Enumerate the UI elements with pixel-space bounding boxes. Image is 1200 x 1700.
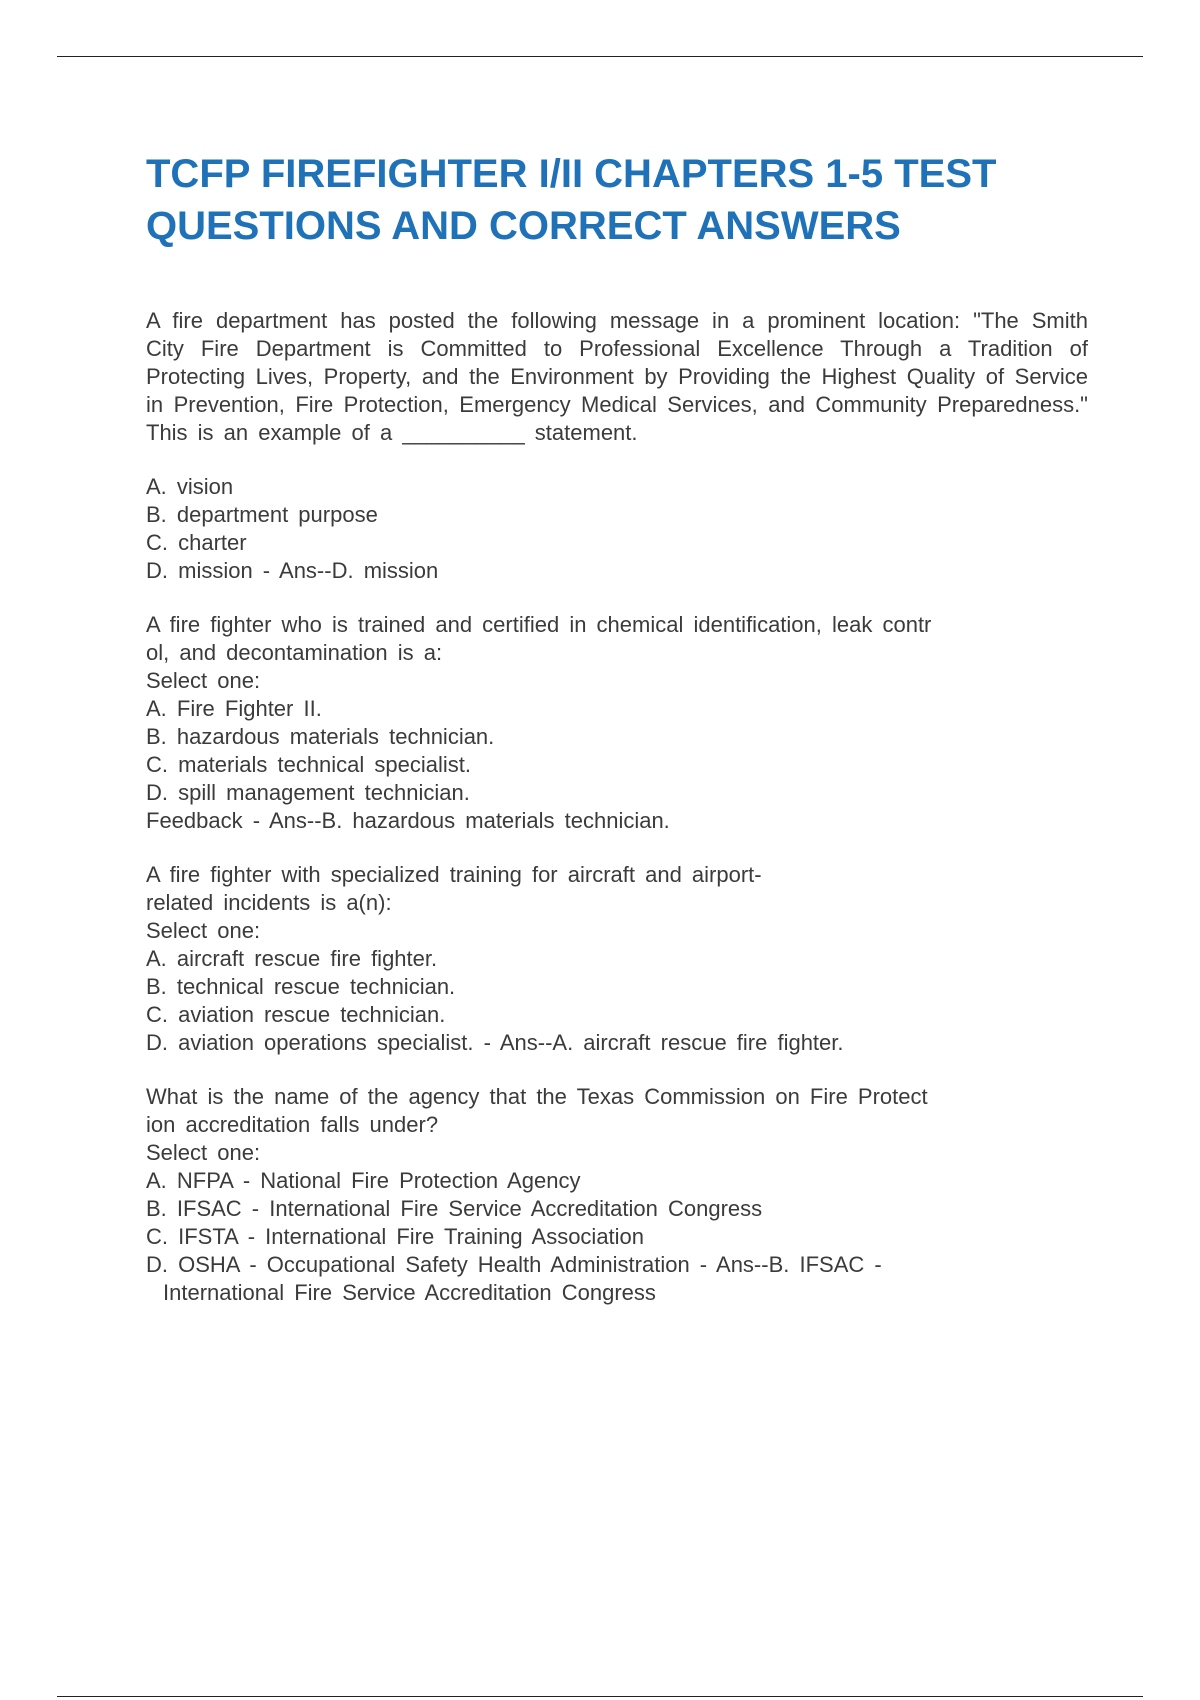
question-2-feedback: Feedback - Ans--B. hazardous materials technician.: [146, 808, 670, 833]
question-2-option-c: C. materials technical specialist.: [146, 752, 472, 777]
document-title: TCFP FIREFIGHTER I/II CHAPTERS 1-5 TEST QUESTIONS AND CORRECT ANSWERS: [146, 152, 997, 248]
question-2-option-d: D. spill management technician.: [146, 780, 470, 805]
question-1-option-a: A. vision: [146, 474, 234, 499]
question-4-select-label: Select one:: [146, 1140, 261, 1165]
question-2-prompt-line-2: ol, and decontamination is a:: [146, 640, 443, 665]
question-4-option-b: B. IFSAC - International Fire Service Accreditation Congress: [146, 1196, 763, 1221]
question-4-option-c: C. IFSTA - International Fire Training Association: [146, 1224, 645, 1249]
question-3-select-label: Select one:: [146, 918, 261, 943]
question-4-prompt-line-2: ion accreditation falls under?: [146, 1112, 439, 1137]
top-divider: [57, 56, 1143, 57]
question-3-prompt-line-1: A fire fighter with specialized training for aircraft and airport-: [146, 862, 762, 887]
question-4-prompt-line-1: What is the name of the agency that the Texas Commission on Fire Protect: [146, 1084, 928, 1109]
question-1-option-b: B. department purpose: [146, 502, 378, 527]
document-body: [146, 148, 1088, 1307]
question-3-option-c: C. aviation rescue technician.: [146, 1002, 446, 1027]
question-2-select-label: Select one:: [146, 668, 261, 693]
question-2-option-b: B. hazardous materials technician.: [146, 724, 495, 749]
question-3-prompt-line-2: related incidents is a(n):: [146, 890, 392, 915]
question-4: [146, 1083, 1088, 1307]
question-1-option-d: D. mission - Ans--D. mission: [146, 558, 439, 583]
question-4-option-d: D. OSHA - Occupational Safety Health Administration - Ans--B. IFSAC -: [146, 1252, 882, 1277]
question-1-prompt: A fire department has posted the following message in a prominent location: "The Smith City Fire Department is Committed to Professional Excellence Through a Tradition of Protecting Lives, Property, and the Environment by Providing the Highest Quality of Service in Prevention, Fire Protection, Emergency Medical Services, and Community Preparedness." This is an example of a __________ statement.: [146, 308, 1088, 445]
bottom-divider: [57, 1696, 1143, 1697]
question-2: [146, 611, 1088, 835]
question-4-answer-continuation: International Fire Service Accreditation Congress: [163, 1280, 656, 1305]
question-3-option-b: B. technical rescue technician.: [146, 974, 456, 999]
question-3-option-a: A. aircraft rescue fire fighter.: [146, 946, 438, 971]
question-2-option-a: A. Fire Fighter II.: [146, 696, 322, 721]
question-4-option-a: A. NFPA - National Fire Protection Agency: [146, 1168, 581, 1193]
question-3-option-d: D. aviation operations specialist. - Ans--A. aircraft rescue fire fighter.: [146, 1030, 844, 1055]
question-3: [146, 861, 1088, 1057]
question-2-prompt-line-1: A fire fighter who is trained and certified in chemical identification, leak contr: [146, 612, 932, 637]
question-1-options: [146, 473, 1088, 585]
question-1-option-c: C. charter: [146, 530, 247, 555]
